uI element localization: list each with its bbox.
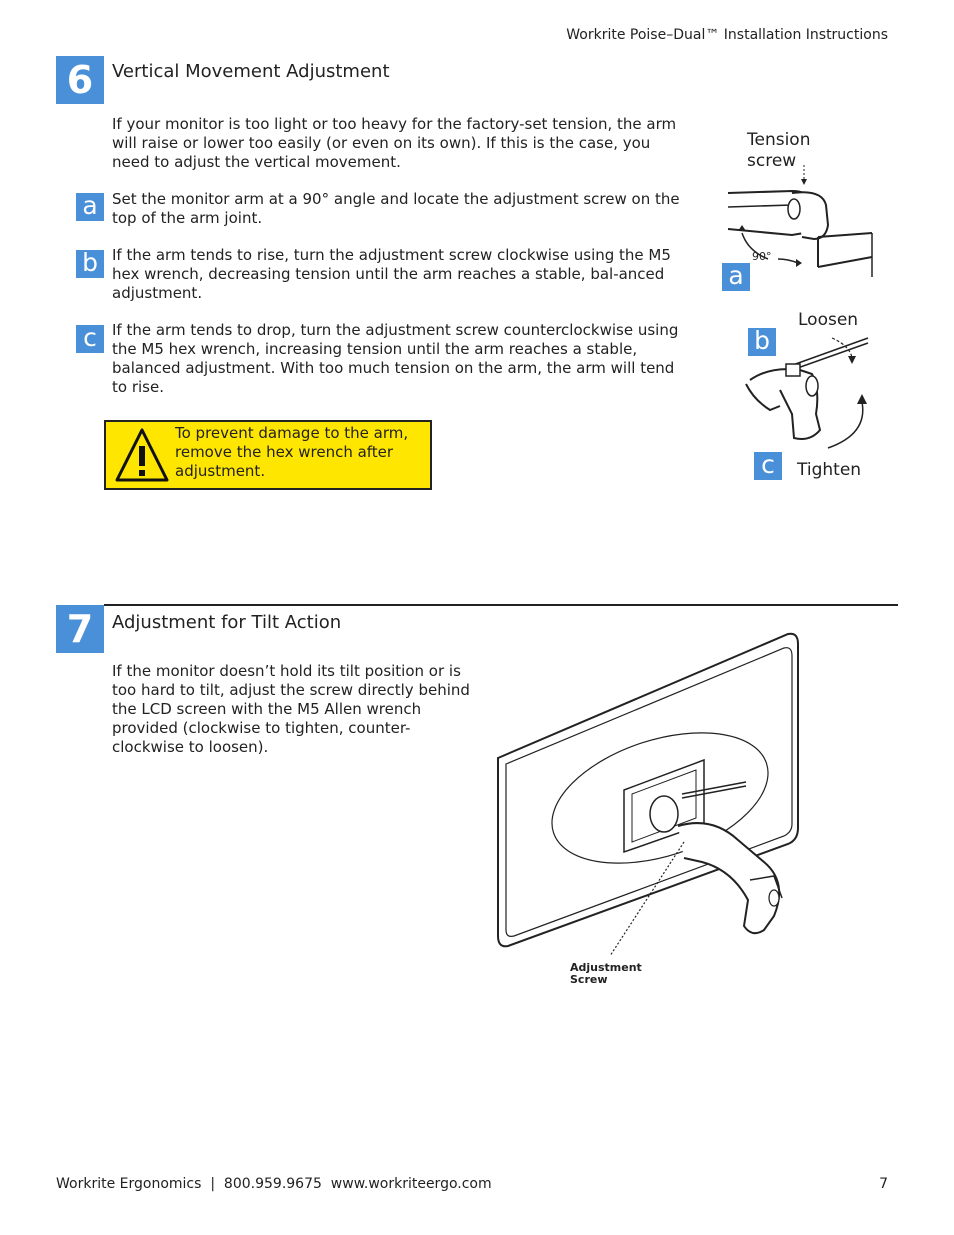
step-6c-text: If the arm tends to drop, turn the adjustment screw counterclockwise using the M5 hex wrench, increasing tension until the arm reaches a stable, balanced adjustment. With too much tension on the arm, the arm will tend to rise. <box>112 321 679 396</box>
tension-label-line1: Tension <box>747 130 811 150</box>
figure-badge-c: c <box>754 452 782 480</box>
adjustment-screw-label-line2: Screw <box>570 973 608 986</box>
step-7-number: 7 <box>56 605 104 653</box>
tighten-label: Tighten <box>797 460 862 480</box>
step-6-intro: If your monitor is too light or too heavy for the factory-set tension, the arm will raise or lower too easily (or even on its own). If this is the case, you need to adjust the vertical movement. <box>112 115 677 171</box>
step-6-title: Vertical Movement Adjustment <box>112 61 390 82</box>
step-7-text: If the monitor doesn’t hold its tilt position or is too hard to tilt, adjust the screw directly behind the LCD screen with the M5 Allen wrench provided (clockwise to tighten, counter-clockwise to loosen). <box>112 662 470 756</box>
step-6b-badge: b <box>76 250 104 278</box>
warning-text: To prevent damage to the arm, remove the hex wrench after adjustment. <box>175 424 409 480</box>
tension-label-line2: screw <box>747 151 797 171</box>
angle-label: 90° <box>752 250 772 263</box>
page-number: 7 <box>879 1176 888 1192</box>
document-header-title: Workrite Poise–Dual™ Installation Instructions <box>566 27 888 43</box>
wrench-adjustment-illustration <box>740 330 875 450</box>
figure-badge-b: b <box>748 328 776 356</box>
step-6a-text: Set the monitor arm at a 90° angle and locate the adjustment screw on the top of the arm joint. <box>112 190 680 227</box>
warning-triangle-icon <box>114 426 170 484</box>
step-7-title: Adjustment for Tilt Action <box>112 612 342 633</box>
monitor-back-illustration <box>492 630 810 960</box>
loosen-label: Loosen <box>798 310 859 330</box>
footer-contact: Workrite Ergonomics | 800.959.9675 www.workriteergo.com <box>56 1176 492 1192</box>
warning-box <box>104 420 432 490</box>
section-divider <box>104 604 898 606</box>
step-6a-badge: a <box>76 193 104 221</box>
figure-badge-a: a <box>722 263 750 291</box>
step-6-number: 6 <box>56 56 104 104</box>
step-6c-badge: c <box>76 325 104 353</box>
adjustment-screw-label-line1: Adjustment <box>570 961 642 974</box>
step-6b-text: If the arm tends to rise, turn the adjustment screw clockwise using the M5 hex wrench, decreasing tension until the arm reaches a stable, bal-anced adjustment. <box>112 246 671 302</box>
